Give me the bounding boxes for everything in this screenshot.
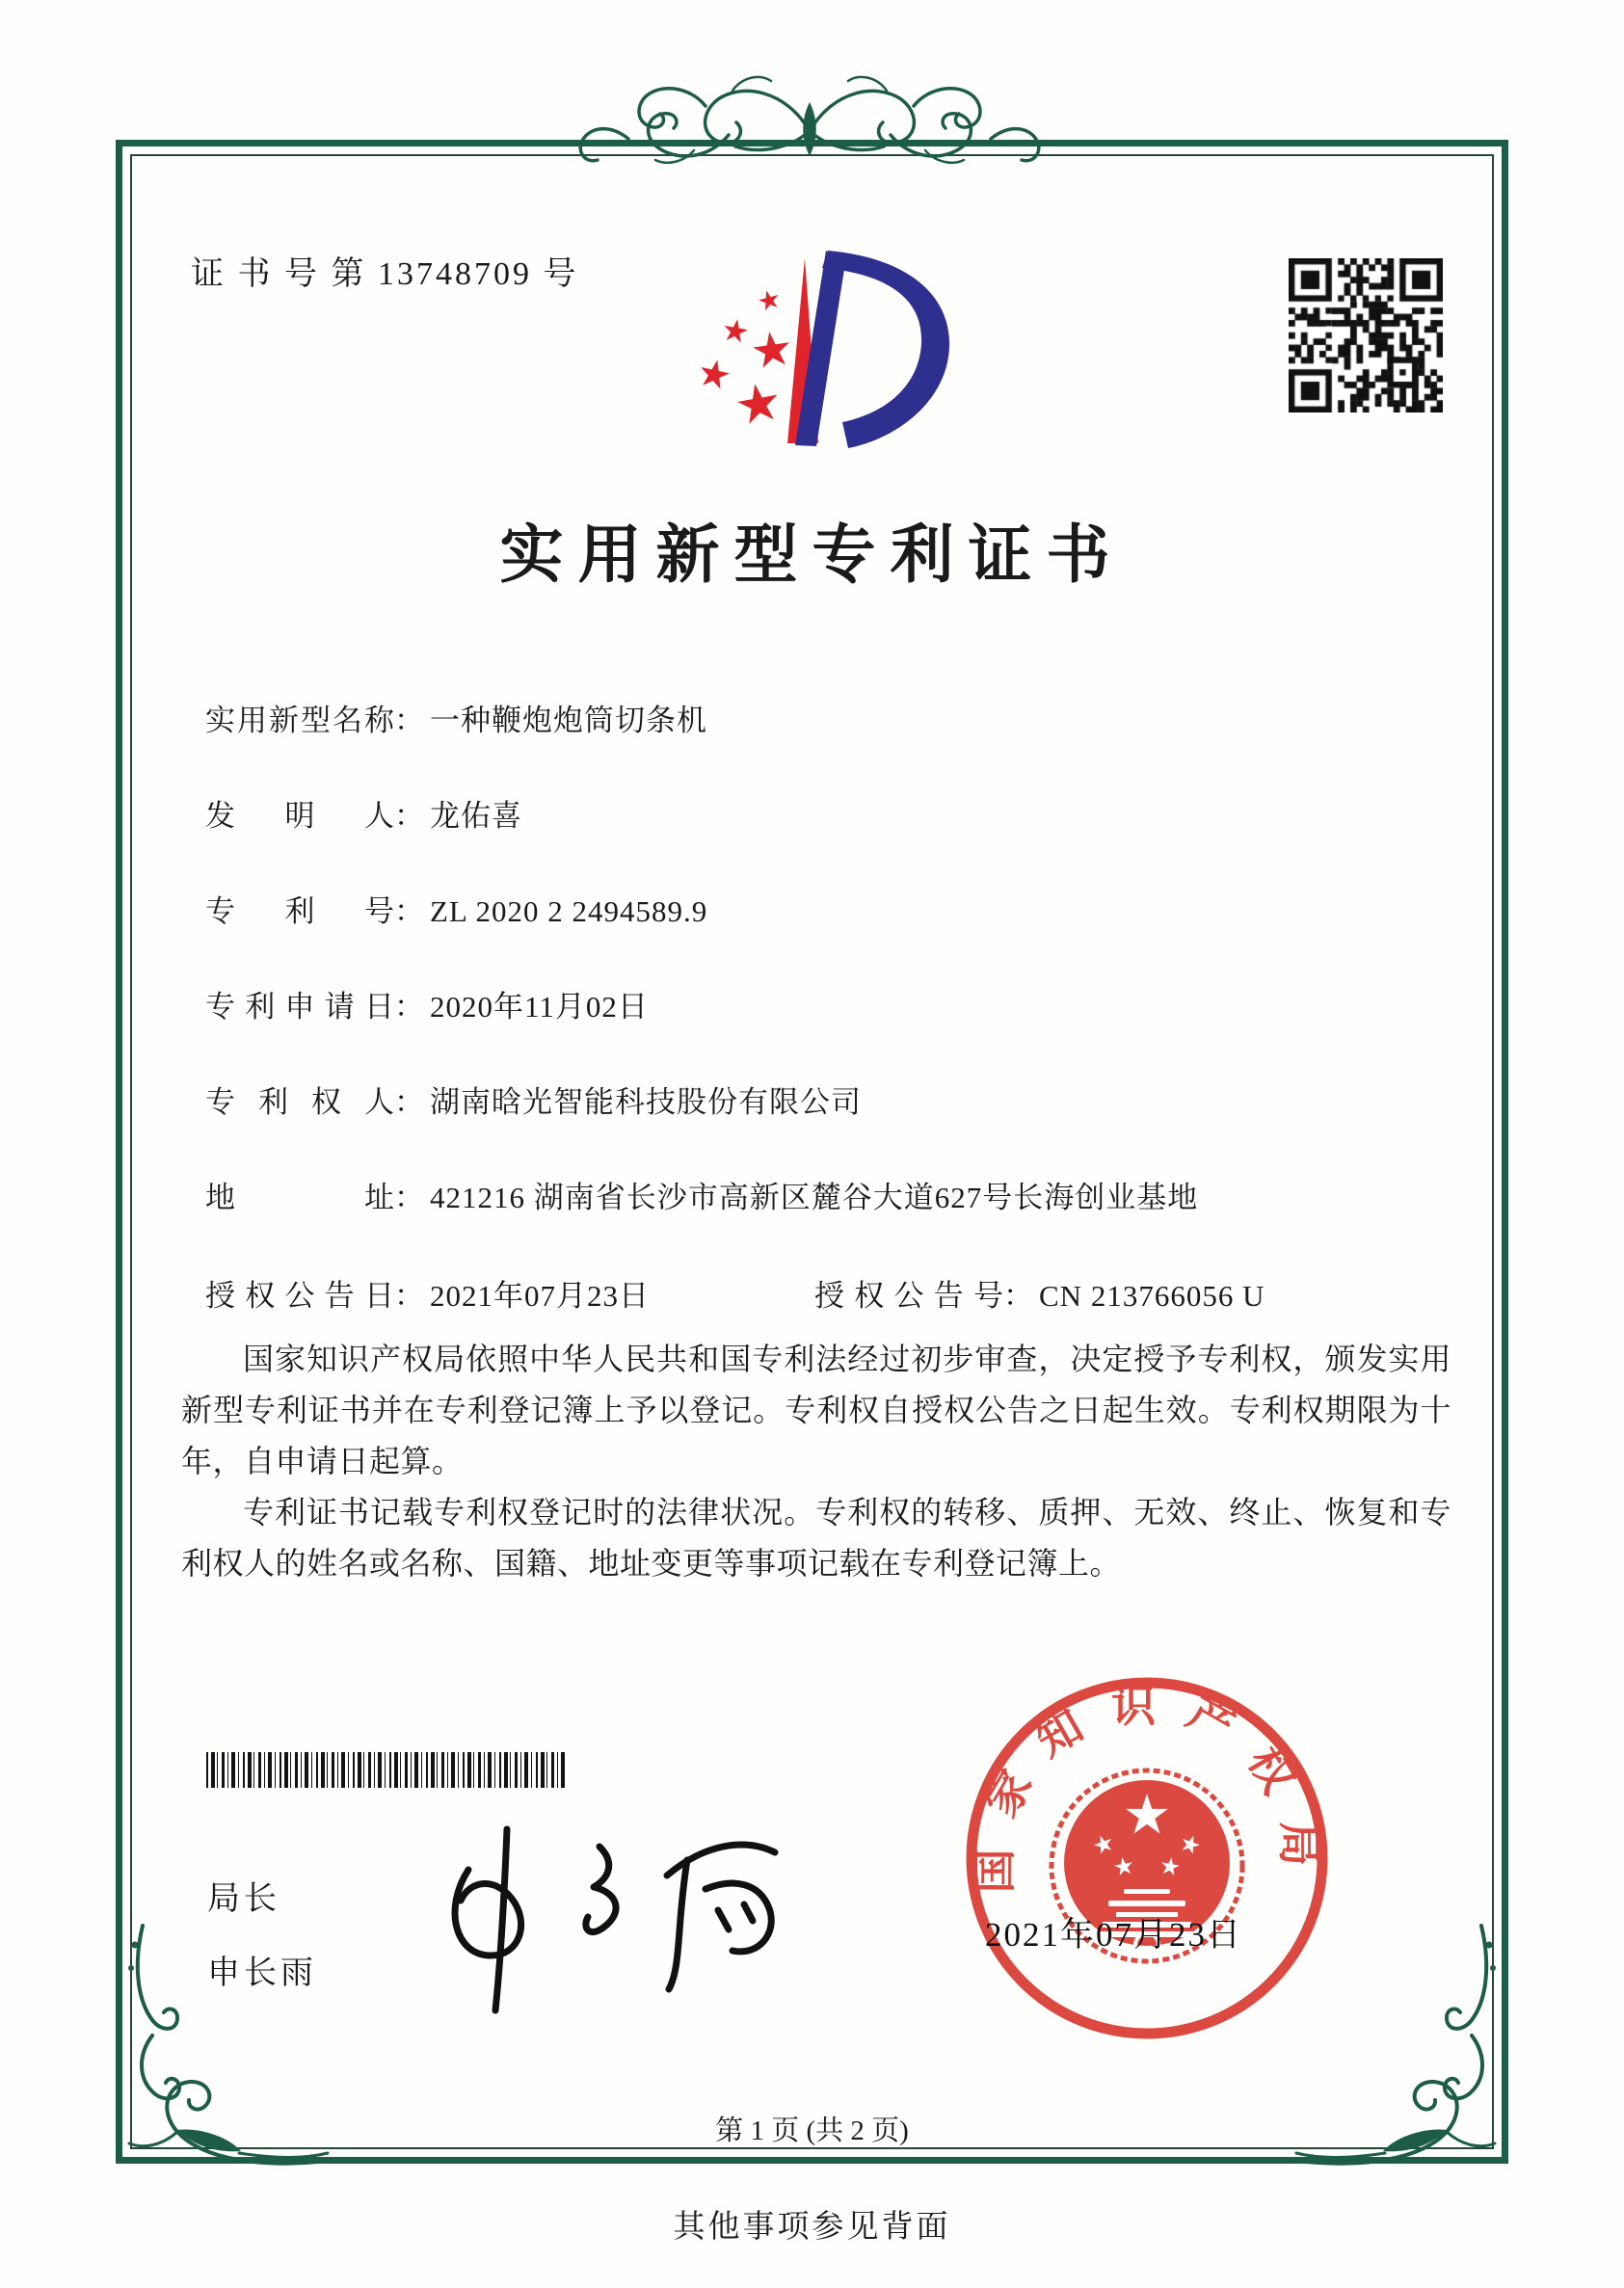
certificate-number: 证 书 号 第 13748709 号 — [191, 256, 579, 292]
field-label: 授 权 公 告 日 — [205, 1279, 394, 1313]
field-value: 一种鞭炮炮筒切条机 — [430, 704, 707, 737]
legal-body-text — [181, 1334, 1451, 1589]
field-value: 湖南晗光智能科技股份有限公司 — [430, 1085, 862, 1119]
field-label: 地 址 — [205, 1181, 394, 1214]
field-row-inventor: 发 明 人 ： 龙佑喜 — [205, 791, 522, 835]
field-label: 实 用 新 型 名 称 — [205, 704, 394, 737]
signer-name: 申长雨 — [207, 1955, 317, 1991]
signature-shen-changyu — [414, 1820, 858, 2022]
field-value: 421216 湖南省长沙市高新区麓谷大道627号长海创业基地 — [430, 1181, 1199, 1214]
field-grant-publication-number: 授 权 公 告 号 ： CN 213766056 U — [814, 1271, 1265, 1315]
field-row-patentee: 专 利 权 人 ： 湖南晗光智能科技股份有限公司 — [205, 1077, 862, 1121]
field-label: 专 利 号 — [205, 894, 394, 928]
body-paragraph-2: 专利证书记载专利权登记时的法律状况。专利权的转移、质押、无效、终止、恢复和专利权人的姓名或名称、国籍、地址变更等事项记载在专利登记簿上。 — [181, 1495, 1451, 1581]
field-label: 授 权 公 告 号 — [814, 1279, 1003, 1313]
page-footer: 第 1 页 (共 2 页) — [715, 2115, 909, 2146]
back-note: 其他事项参见背面 — [673, 2210, 951, 2245]
field-value: 2021年07月23日 — [430, 1279, 650, 1313]
body-paragraph-1: 国家知识产权局依照中华人民共和国专利法经过初步审查，决定授予专利权，颁发实用新型专利证书并在专利登记簿上予以登记。专利权自授权公告之日起生效。专利权期限为十年，自申请日起算。 — [181, 1342, 1451, 1478]
signer-block — [207, 1872, 317, 2020]
field-row-utility-model-name: 实 用 新 型 名 称 ： 一种鞭炮炮筒切条机 — [205, 696, 707, 739]
field-row-patent-number: 专 利 号 ： ZL 2020 2 2494589.9 — [205, 887, 707, 930]
field-label: 专 利 权 人 — [205, 1085, 394, 1119]
cnipa-logo-icon — [670, 239, 978, 466]
field-value: 龙佑喜 — [430, 799, 522, 833]
official-seal-icon — [954, 1665, 1340, 2051]
field-value: ZL 2020 2 2494589.9 — [430, 894, 708, 928]
barcode-icon — [206, 1752, 565, 1788]
field-value: CN 213766056 U — [1039, 1279, 1265, 1313]
field-row-address: 地 址 ： 421216 湖南省长沙市高新区麓谷大道627号长海创业基地 — [205, 1173, 1198, 1216]
certificate-title: 实用新型专利证书 — [499, 520, 1125, 591]
signer-title: 局长 — [207, 1880, 280, 1917]
field-label: 专 利 申 请 日 — [205, 990, 394, 1024]
field-row-filing-date: 专 利 申 请 日 ： 2020年11月02日 — [205, 982, 649, 1025]
field-row-grant-date: 授 权 公 告 日 ： 2021年07月23日 授 权 公 告 号 ： CN 213766056 U — [205, 1271, 650, 1315]
seal-authority-text: 国家知识产权局 — [970, 1682, 1324, 1894]
field-label: 发 明 人 — [205, 799, 394, 833]
field-value: 2020年11月02日 — [430, 990, 649, 1024]
qr-code-icon — [1289, 258, 1443, 412]
seal-date: 2021年07月23日 — [985, 1916, 1243, 1954]
